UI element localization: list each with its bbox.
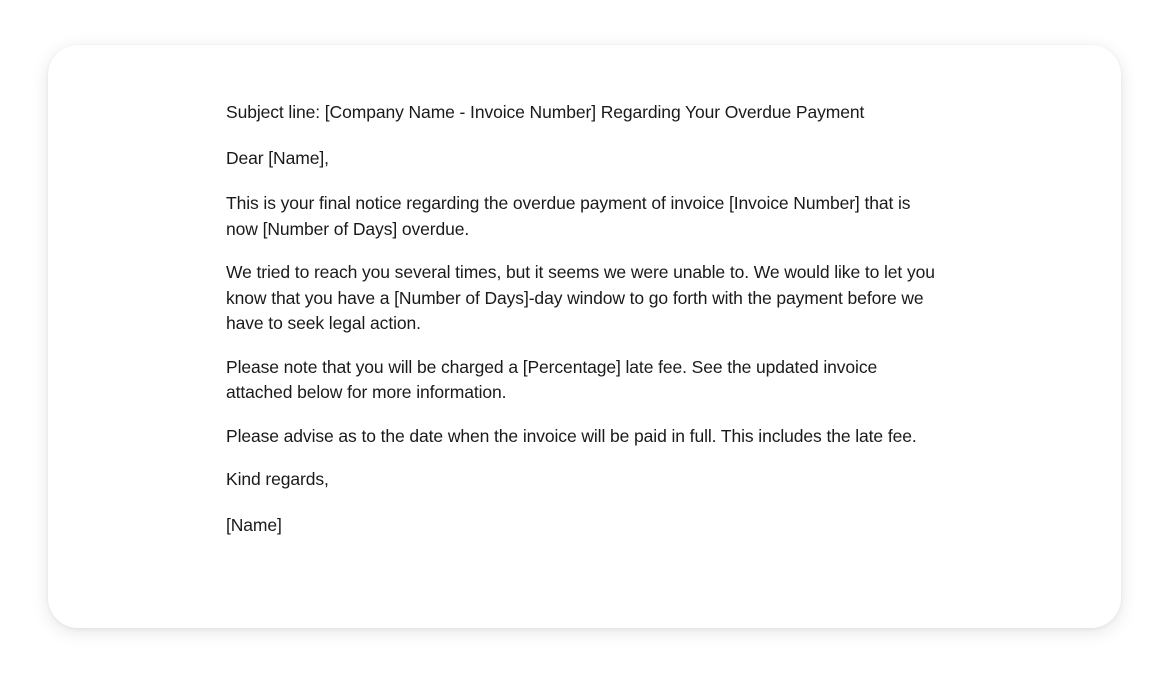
paragraph-late-fee: Please note that you will be charged a [Percentage] late fee. See the updated invoice attached below for more information. [226, 356, 878, 402]
paragraph-payment-date: Please advise as to the date when the invoice will be paid in full. This includes the late fee. [226, 425, 917, 446]
closing: Kind regards, [226, 469, 329, 489]
signature: [Name] [226, 514, 282, 535]
subject-line: Subject line: [Company Name - Invoice Number] Regarding Your Overdue Payment [226, 102, 865, 122]
letter-body [226, 100, 946, 556]
paragraph-final-notice: This is your final notice regarding the overdue payment of invoice [Invoice Number] that is now [Number of Days] overdue. [226, 193, 911, 239]
paragraph-legal-window: We tried to reach you several times, but it seems we were unable to. We would like to let you know that you have a [Number of Days]-day window to go forth with the payment before we have to seek legal action. [226, 262, 935, 333]
salutation: Dear [Name], [226, 147, 329, 168]
